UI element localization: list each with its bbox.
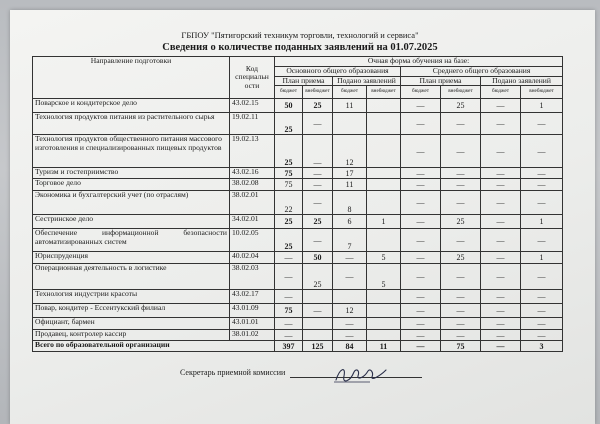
header-budget: бюджет — [401, 86, 441, 99]
row-code: 43.02.15 — [230, 99, 275, 113]
cell-secondary-plan-budget: — — [401, 264, 441, 290]
cell-basic-plan-budget: 75 — [275, 304, 303, 318]
header-code-line3: ости — [244, 81, 260, 91]
total-basic-plan-budget: 397 — [275, 341, 303, 352]
header-basic-education: Основного общего образования — [275, 66, 401, 76]
row-code: 40.02.04 — [230, 252, 275, 264]
cell-secondary-plan-budget: — — [401, 179, 441, 191]
cell-basic-submitted-budget — [333, 290, 367, 304]
row-direction: Экономика и бухгалтерский учет (по отраслям) — [33, 191, 230, 215]
cell-basic-plan-nonbudget — [303, 290, 333, 304]
table-row — [33, 264, 563, 290]
cell-basic-submitted-nonbudget — [367, 99, 401, 113]
cell-secondary-submitted-budget: — — [481, 290, 521, 304]
row-code: 38.02.08 — [230, 179, 275, 191]
cell-secondary-submitted-nonbudget: 1 — [521, 215, 563, 229]
cell-secondary-submitted-budget: — — [481, 191, 521, 215]
cell-basic-plan-budget: — — [275, 252, 303, 264]
total-label: Всего по образовательной организации — [33, 341, 275, 352]
total-secondary-submitted-nonbudget: 3 — [521, 341, 563, 352]
cell-secondary-submitted-nonbudget: 1 — [521, 252, 563, 264]
total-secondary-plan-budget: — — [401, 341, 441, 352]
cell-basic-submitted-nonbudget — [367, 179, 401, 191]
total-basic-plan-nonbudget: 125 — [303, 341, 333, 352]
row-direction: Технология индустрии красоты — [33, 290, 230, 304]
row-code: 38.02.03 — [230, 264, 275, 290]
header-submitted-secondary: Подано заявлений — [481, 76, 563, 86]
header-form: Очная форма обучения на базе: — [275, 57, 563, 67]
table-row — [33, 304, 563, 318]
cell-secondary-plan-nonbudget: — — [441, 330, 481, 341]
cell-basic-plan-nonbudget: — — [303, 179, 333, 191]
cell-basic-plan-budget: — — [275, 318, 303, 330]
cell-basic-submitted-nonbudget — [367, 330, 401, 341]
cell-basic-plan-nonbudget: — — [303, 304, 333, 318]
row-direction: Туризм и гостеприимство — [33, 168, 230, 179]
cell-basic-plan-budget: 75 — [275, 168, 303, 179]
cell-basic-submitted-nonbudget — [367, 304, 401, 318]
cell-basic-plan-budget: — — [275, 264, 303, 290]
header-budget: бюджет — [481, 86, 521, 99]
cell-basic-plan-nonbudget: — — [303, 168, 333, 179]
cell-basic-plan-nonbudget: 25 — [303, 99, 333, 113]
cell-basic-submitted-nonbudget — [367, 229, 401, 252]
cell-secondary-submitted-nonbudget: — — [521, 318, 563, 330]
cell-basic-plan-nonbudget: 25 — [303, 215, 333, 229]
cell-basic-plan-budget: 22 — [275, 191, 303, 215]
header-code — [230, 57, 275, 99]
header-nonbudget: внебюджет — [303, 86, 333, 99]
cell-basic-plan-nonbudget — [303, 318, 333, 330]
cell-basic-plan-budget: 25 — [275, 215, 303, 229]
header-budget: бюджет — [333, 86, 367, 99]
total-basic-submitted-budget: 84 — [333, 341, 367, 352]
cell-secondary-plan-nonbudget: — — [441, 135, 481, 168]
cell-basic-submitted-nonbudget — [367, 191, 401, 215]
cell-basic-submitted-budget: — — [333, 252, 367, 264]
row-direction: Технология продуктов питания из растительного сырья — [33, 113, 230, 135]
row-direction: Операционная деятельность в логистике — [33, 264, 230, 290]
cell-basic-plan-budget: — — [275, 290, 303, 304]
cell-secondary-plan-nonbudget: 25 — [441, 215, 481, 229]
cell-basic-submitted-budget: 8 — [333, 191, 367, 215]
secretary-label: Секретарь приемной комиссии — [180, 368, 286, 377]
cell-basic-submitted-nonbudget: 1 — [367, 215, 401, 229]
cell-secondary-plan-budget: — — [401, 215, 441, 229]
total-basic-submitted-nonbudget: 11 — [367, 341, 401, 352]
cell-secondary-plan-budget: — — [401, 229, 441, 252]
cell-basic-submitted-budget: — — [333, 330, 367, 341]
cell-secondary-plan-budget: — — [401, 99, 441, 113]
cell-secondary-plan-budget: — — [401, 318, 441, 330]
cell-basic-plan-budget: 25 — [275, 135, 303, 168]
table-row — [33, 290, 563, 304]
row-code: 43.02.17 — [230, 290, 275, 304]
header-secondary-education: Среднего общего образования — [401, 66, 563, 76]
cell-basic-submitted-budget: 12 — [333, 135, 367, 168]
cell-secondary-submitted-nonbudget: — — [521, 168, 563, 179]
cell-secondary-submitted-budget: — — [481, 168, 521, 179]
cell-basic-submitted-nonbudget: 5 — [367, 252, 401, 264]
table-row — [33, 229, 563, 252]
table-row — [33, 215, 563, 229]
cell-secondary-submitted-nonbudget: — — [521, 179, 563, 191]
cell-secondary-submitted-budget: — — [481, 330, 521, 341]
cell-basic-plan-nonbudget: 25 — [303, 264, 333, 290]
row-direction: Официант, бармен — [33, 318, 230, 330]
cell-secondary-submitted-budget: — — [481, 99, 521, 113]
organization-name: ГБПОУ "Пятигорский техникум торговли, технологий и сервиса" — [181, 30, 419, 40]
cell-secondary-plan-nonbudget: — — [441, 290, 481, 304]
cell-basic-submitted-nonbudget: 5 — [367, 264, 401, 290]
row-direction: Продавец, контролер кассир — [33, 330, 230, 341]
cell-basic-plan-nonbudget: — — [303, 135, 333, 168]
cell-secondary-submitted-nonbudget: — — [521, 229, 563, 252]
cell-secondary-submitted-budget: — — [481, 318, 521, 330]
header-direction: Направление подготовки — [33, 57, 230, 99]
table-row — [33, 330, 563, 341]
cell-secondary-plan-nonbudget: — — [441, 304, 481, 318]
cell-secondary-plan-budget: — — [401, 191, 441, 215]
cell-secondary-plan-budget: — — [401, 168, 441, 179]
table-row — [33, 179, 563, 191]
document-title: Сведения о количестве поданных заявлений на 01.07.2025 — [162, 42, 438, 53]
cell-basic-submitted-budget: 12 — [333, 304, 367, 318]
row-code: 19.02.13 — [230, 135, 275, 168]
cell-secondary-submitted-budget: — — [481, 215, 521, 229]
row-direction: Обеспечение информационной безопасности автоматизированных систем — [33, 229, 230, 252]
table-row — [33, 113, 563, 135]
cell-basic-submitted-budget: 7 — [333, 229, 367, 252]
cell-secondary-plan-nonbudget: — — [441, 264, 481, 290]
cell-secondary-plan-budget: — — [401, 330, 441, 341]
cell-secondary-submitted-budget: — — [481, 304, 521, 318]
row-code: 19.02.11 — [230, 113, 275, 135]
cell-secondary-submitted-nonbudget: — — [521, 135, 563, 168]
cell-basic-plan-nonbudget: — — [303, 191, 333, 215]
cell-secondary-plan-budget: — — [401, 135, 441, 168]
row-direction: Повар, кондитер - Ессентукский филиал — [33, 304, 230, 318]
table-row — [33, 252, 563, 264]
cell-basic-plan-budget: 50 — [275, 99, 303, 113]
cell-secondary-plan-nonbudget: — — [441, 113, 481, 135]
table-row — [33, 135, 563, 168]
table-row — [33, 318, 563, 330]
cell-secondary-submitted-nonbudget: — — [521, 330, 563, 341]
cell-basic-plan-budget: 75 — [275, 179, 303, 191]
header-nonbudget: внебюджет — [521, 86, 563, 99]
cell-secondary-plan-budget: — — [401, 113, 441, 135]
table-row — [33, 99, 563, 113]
cell-basic-plan-nonbudget: 50 — [303, 252, 333, 264]
cell-basic-plan-nonbudget — [303, 330, 333, 341]
header-code-line1: Код — [245, 63, 259, 73]
cell-basic-submitted-budget: 11 — [333, 179, 367, 191]
total-secondary-plan-nonbudget: 75 — [441, 341, 481, 352]
table-row — [33, 168, 563, 179]
cell-basic-submitted-budget: 17 — [333, 168, 367, 179]
cell-basic-submitted-budget — [333, 113, 367, 135]
cell-secondary-plan-nonbudget: 25 — [441, 99, 481, 113]
cell-secondary-plan-nonbudget: — — [441, 191, 481, 215]
cell-secondary-submitted-budget: — — [481, 179, 521, 191]
cell-basic-plan-budget: 25 — [275, 229, 303, 252]
total-secondary-submitted-budget: — — [481, 341, 521, 352]
cell-secondary-submitted-nonbudget: — — [521, 304, 563, 318]
cell-secondary-plan-nonbudget: — — [441, 168, 481, 179]
cell-secondary-plan-nonbudget: 25 — [441, 252, 481, 264]
cell-secondary-submitted-budget: — — [481, 229, 521, 252]
cell-secondary-plan-budget: — — [401, 304, 441, 318]
header-submitted-basic: Подано заявлений — [333, 76, 401, 86]
cell-basic-submitted-nonbudget — [367, 135, 401, 168]
row-code: 38.01.02 — [230, 330, 275, 341]
cell-secondary-submitted-nonbudget: — — [521, 191, 563, 215]
cell-secondary-submitted-nonbudget: 1 — [521, 99, 563, 113]
applications-table — [32, 56, 563, 352]
total-row — [33, 341, 563, 352]
cell-basic-plan-nonbudget: — — [303, 113, 333, 135]
cell-basic-submitted-nonbudget — [367, 113, 401, 135]
cell-secondary-submitted-nonbudget: — — [521, 264, 563, 290]
cell-secondary-plan-nonbudget: — — [441, 179, 481, 191]
row-direction: Юриспруденция — [33, 252, 230, 264]
row-code: 38.02.01 — [230, 191, 275, 215]
row-direction: Торговое дело — [33, 179, 230, 191]
cell-basic-plan-budget: 25 — [275, 113, 303, 135]
header-plan-basic: План приема — [275, 76, 333, 86]
signature-mark — [330, 362, 390, 388]
cell-basic-submitted-nonbudget — [367, 290, 401, 304]
cell-secondary-submitted-nonbudget: — — [521, 290, 563, 304]
header-budget: бюджет — [275, 86, 303, 99]
row-direction: Поварское и кондитерское дело — [33, 99, 230, 113]
cell-secondary-submitted-budget: — — [481, 135, 521, 168]
cell-basic-plan-budget: — — [275, 330, 303, 341]
cell-secondary-submitted-nonbudget: — — [521, 113, 563, 135]
table-row — [33, 191, 563, 215]
cell-secondary-submitted-budget: — — [481, 264, 521, 290]
cell-secondary-plan-budget: — — [401, 252, 441, 264]
cell-basic-submitted-budget: 6 — [333, 215, 367, 229]
row-code: 43.01.09 — [230, 304, 275, 318]
row-code: 43.01.01 — [230, 318, 275, 330]
cell-basic-submitted-nonbudget — [367, 168, 401, 179]
header-nonbudget: внебюджет — [367, 86, 401, 99]
cell-secondary-plan-nonbudget: — — [441, 229, 481, 252]
cell-basic-submitted-budget: 11 — [333, 99, 367, 113]
cell-basic-plan-nonbudget: — — [303, 229, 333, 252]
header-plan-secondary: План приема — [401, 76, 481, 86]
cell-secondary-submitted-budget: — — [481, 252, 521, 264]
header-nonbudget: внебюджет — [441, 86, 481, 99]
row-code: 43.02.16 — [230, 168, 275, 179]
row-code: 10.02.05 — [230, 229, 275, 252]
cell-secondary-plan-budget: — — [401, 290, 441, 304]
cell-basic-submitted-nonbudget — [367, 318, 401, 330]
cell-secondary-plan-nonbudget: — — [441, 318, 481, 330]
cell-basic-submitted-budget: — — [333, 264, 367, 290]
cell-secondary-submitted-budget: — — [481, 113, 521, 135]
row-code: 34.02.01 — [230, 215, 275, 229]
row-direction: Сестринское дело — [33, 215, 230, 229]
cell-basic-submitted-budget: — — [333, 318, 367, 330]
header-code-line2: специальн — [235, 72, 269, 82]
row-direction: Технология продуктов общественного питания массового изготовления и специализированных пищевых продуктов — [33, 135, 230, 168]
